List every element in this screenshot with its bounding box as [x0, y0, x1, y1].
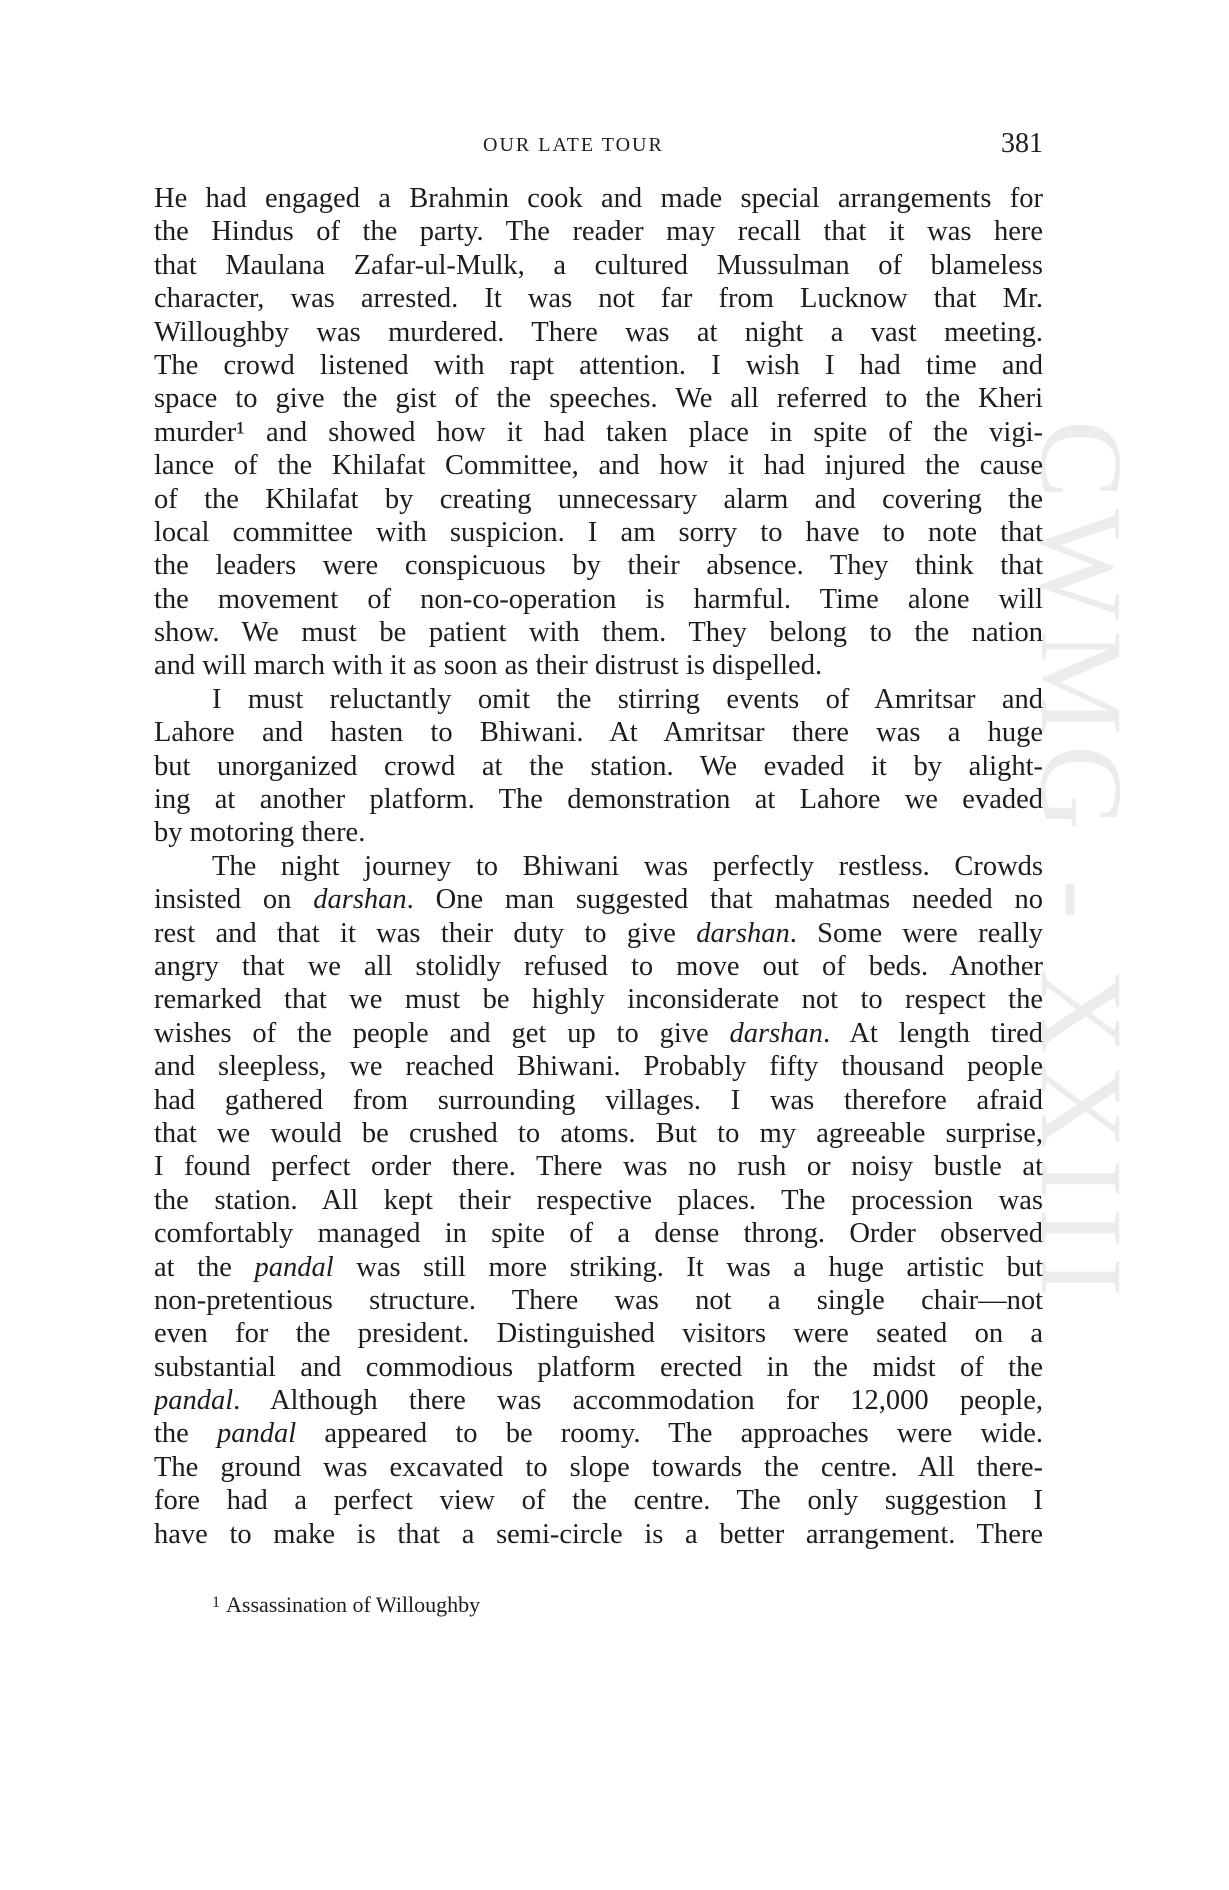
text-line: that we would be crushed to atoms. But to my agreeable surprise, [154, 1117, 1043, 1149]
text-line: of the Khilafat by creating unnecessary alarm and covering the [154, 483, 1043, 515]
footnote-mark: 1 [212, 1594, 220, 1611]
text-line: The ground was excavated to slope towards the centre. All there- [154, 1451, 1043, 1483]
text-line: the pandal appeared to be roomy. The approaches were wide. [154, 1418, 1043, 1450]
text-line: and will march with it as soon as their distrust is dispelled. [154, 650, 823, 682]
text-line: wishes of the people and get up to give darshan. At length tired [154, 1017, 1043, 1049]
text-line: substantial and commodious platform erected in the midst of the [154, 1351, 1043, 1383]
text-line: lance of the Khilafat Committee, and how it had injured the cause [154, 450, 1043, 482]
text-line: fore had a perfect view of the centre. The only suggestion I [154, 1485, 1043, 1517]
text-line: but unorganized crowd at the station. We evaded it by alight- [154, 750, 1043, 782]
body-text [154, 182, 1043, 1551]
text-line: pandal. Although there was accommodation for 12,000 people, [154, 1385, 1043, 1417]
text-line: character, was arrested. It was not far from Lucknow that Mr. [154, 283, 1043, 315]
text-line: the leaders were conspicuous by their absence. They think that [154, 550, 1043, 582]
text-line: the station. All kept their respective places. The procession was [154, 1184, 1043, 1216]
text-line: have to make is that a semi-circle is a better arrangement. There [154, 1518, 1043, 1550]
text-line: Willoughby was murdered. There was at night a vast meeting. [154, 316, 1043, 348]
page-number: 381 [1001, 128, 1043, 159]
text-line: space to give the gist of the speeches. We all referred to the Kheri [154, 383, 1043, 415]
watermark: CWMG - XXIII [1016, 420, 1147, 1307]
text-line: I found perfect order there. There was no rush or noisy bustle at [154, 1151, 1043, 1183]
text-line: insisted on darshan. One man suggested that mahatmas needed no [154, 884, 1043, 916]
text-line: at the pandal was still more striking. It was a huge artistic but [154, 1251, 1043, 1283]
footnote [212, 1592, 480, 1618]
text-line: rest and that it was their duty to give darshan. Some were really [154, 917, 1043, 949]
text-line: remarked that we must be highly inconsiderate not to respect the [154, 984, 1043, 1016]
text-line: murder¹ and showed how it had taken place in spite of the vigi- [154, 416, 1043, 448]
text-line: had gathered from surrounding villages. I was therefore afraid [154, 1084, 1043, 1116]
text-line: the Hindus of the party. The reader may recall that it was here [154, 216, 1043, 248]
text-line: The night journey to Bhiwani was perfectly restless. Crowds [212, 850, 1043, 882]
text-line: and sleepless, we reached Bhiwani. Probably fifty thousand people [154, 1051, 1043, 1083]
text-line: the movement of non-co-operation is harmful. Time alone will [154, 583, 1043, 615]
text-line: non-pretentious structure. There was not a single chair—not [154, 1284, 1043, 1316]
footnote-text: Assassination of Willoughby [226, 1592, 481, 1617]
text-line: I must reluctantly omit the stirring events of Amritsar and [212, 683, 1043, 715]
text-line: show. We must be patient with them. They belong to the nation [154, 617, 1043, 649]
running-head: OUR LATE TOUR [483, 134, 664, 156]
text-line: that Maulana Zafar-ul-Mulk, a cultured Mussulman of blameless [154, 249, 1043, 281]
text-line: local committee with suspicion. I am sorry to have to note that [154, 516, 1043, 548]
text-line: He had engaged a Brahmin cook and made special arrangements for [154, 183, 1043, 214]
text-line: comfortably managed in spite of a dense throng. Order observed [154, 1218, 1043, 1250]
text-line: even for the president. Distinguished visitors were seated on a [154, 1318, 1043, 1350]
text-line: by motoring there. [154, 817, 366, 849]
text-line: ing at another platform. The demonstration at Lahore we evaded [154, 784, 1043, 816]
text-line: Lahore and hasten to Bhiwani. At Amritsar there was a huge [154, 717, 1043, 749]
text-line: angry that we all stolidly refused to move out of beds. Another [154, 950, 1043, 982]
text-line: The crowd listened with rapt attention. I wish I had time and [154, 349, 1043, 381]
